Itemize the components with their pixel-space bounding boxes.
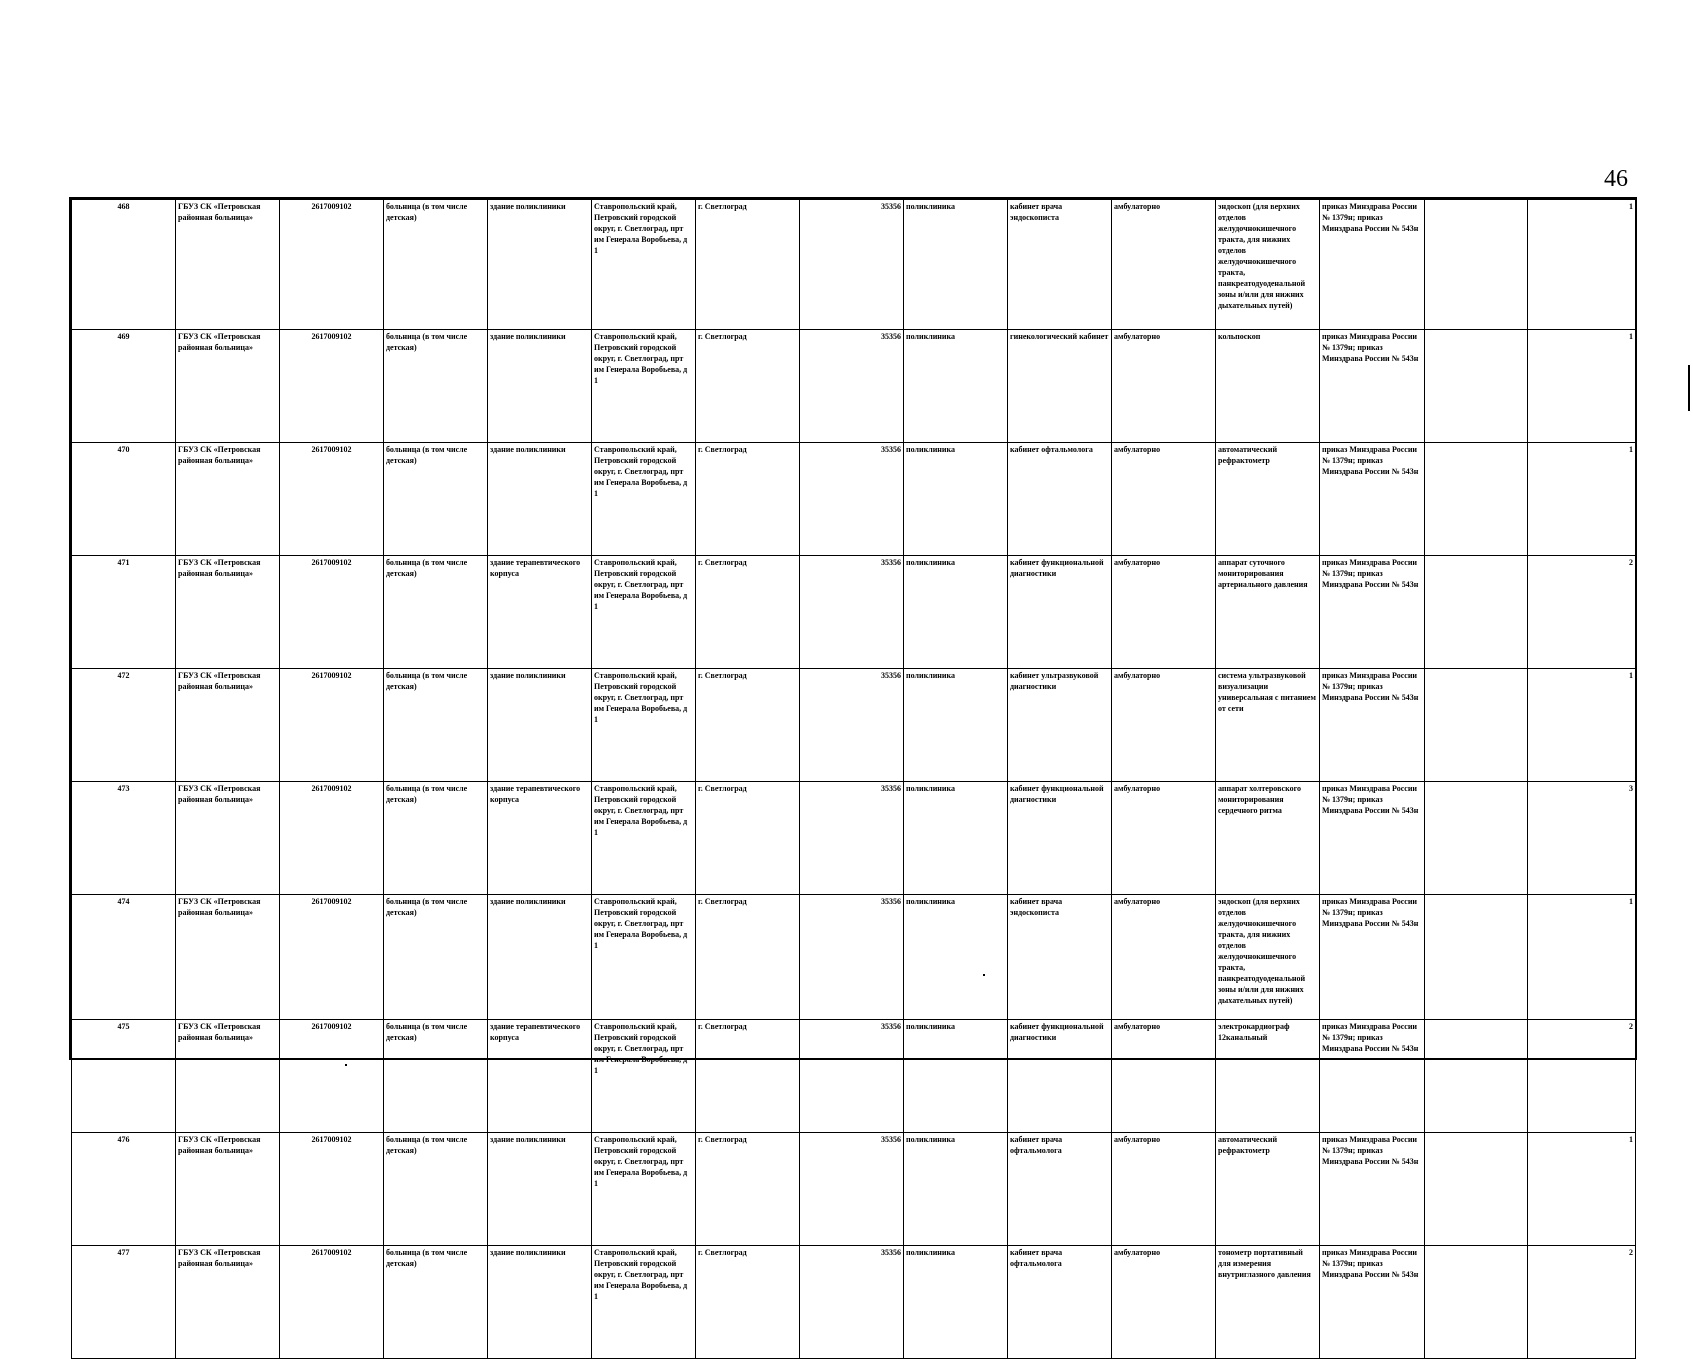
facility-type-cell: больница (в том числе детская) (384, 895, 488, 1020)
facility-type-cell: больница (в том числе детская) (384, 1246, 488, 1359)
data-table-container (69, 197, 1637, 1301)
care-mode-cell: амбулаторно (1112, 556, 1216, 669)
address-cell: Ставропольский край, Петровский городской округ, г. Светлоград, прт им Генерала Воробьева, д 1 (592, 200, 696, 330)
inn-cell: 2617009102 (280, 200, 384, 330)
address-cell: Ставропольский край, Петровский городской округ, г. Светлоград, прт им Генерала Воробьева, д 1 (592, 782, 696, 895)
empty-cell (1425, 669, 1528, 782)
order-cell: приказ Минздрава России № 1379н; приказ Минздрава России № 543н (1320, 1133, 1425, 1246)
table-body (72, 200, 1636, 1359)
care-mode-cell: амбулаторно (1112, 1246, 1216, 1359)
postal-index-cell: 35356 (800, 895, 904, 1020)
order-cell: приказ Минздрава России № 1379н; приказ Минздрава России № 543н (1320, 1020, 1425, 1133)
building-cell: здание терапевтического корпуса (488, 556, 592, 669)
organization-cell: ГБУЗ СК «Петровская районная больница» (176, 556, 280, 669)
address-cell: Ставропольский край, Петровский городской округ, г. Светлоград, прт им Генерала Воробьева, д 1 (592, 669, 696, 782)
building-cell: здание терапевтического корпуса (488, 782, 592, 895)
row-number-cell: 474 (72, 895, 176, 1020)
unit-cell: поликлиника (904, 1246, 1008, 1359)
quantity-cell: 2 (1528, 1246, 1636, 1359)
organization-cell: ГБУЗ СК «Петровская районная больница» (176, 330, 280, 443)
postal-index-cell: 35356 (800, 443, 904, 556)
equipment-cell: тонометр портативный для измерения внутриглазного давления (1216, 1246, 1320, 1359)
table-row (72, 200, 1636, 330)
building-cell: здание терапевтического корпуса (488, 1020, 592, 1133)
postal-index-cell: 35356 (800, 200, 904, 330)
margin-mark (1688, 365, 1690, 411)
inn-cell: 2617009102 (280, 895, 384, 1020)
facility-type-cell: больница (в том числе детская) (384, 669, 488, 782)
page-number: 46 (1604, 166, 1628, 192)
inn-cell: 2617009102 (280, 330, 384, 443)
inn-cell: 2617009102 (280, 669, 384, 782)
city-cell: г. Светлоград (696, 443, 800, 556)
address-cell: Ставропольский край, Петровский городской округ, г. Светлоград, прт им Генерала Воробьева, д 1 (592, 895, 696, 1020)
inn-cell: 2617009102 (280, 1133, 384, 1246)
empty-cell (1425, 556, 1528, 669)
address-cell: Ставропольский край, Петровский городской округ, г. Светлоград, прт им Генерала Воробьева, д 1 (592, 1133, 696, 1246)
inn-cell: 2617009102 (280, 1246, 384, 1359)
organization-cell: ГБУЗ СК «Петровская районная больница» (176, 443, 280, 556)
quantity-cell: 2 (1528, 1020, 1636, 1133)
building-cell: здание поликлиники (488, 330, 592, 443)
table-row (72, 330, 1636, 443)
room-cell: кабинет функциональной диагностики (1008, 1020, 1112, 1133)
address-cell: Ставропольский край, Петровский городской округ, г. Светлоград, прт им Генерала Воробьева, д 1 (592, 556, 696, 669)
city-cell: г. Светлоград (696, 895, 800, 1020)
empty-cell (1425, 782, 1528, 895)
row-number-cell: 477 (72, 1246, 176, 1359)
address-cell: Ставропольский край, Петровский городской округ, г. Светлоград, прт им Генерала Воробьева, д 1 (592, 330, 696, 443)
address-cell: Ставропольский край, Петровский городской округ, г. Светлоград, прт им Генерала Воробьева, д 1 (592, 1020, 696, 1133)
postal-index-cell: 35356 (800, 1246, 904, 1359)
quantity-cell: 2 (1528, 556, 1636, 669)
row-number-cell: 471 (72, 556, 176, 669)
inn-cell: 2617009102 (280, 556, 384, 669)
facility-type-cell: больница (в том числе детская) (384, 782, 488, 895)
row-number-cell: 470 (72, 443, 176, 556)
organization-cell: ГБУЗ СК «Петровская районная больница» (176, 200, 280, 330)
order-cell: приказ Минздрава России № 1379н; приказ Минздрава России № 543н (1320, 556, 1425, 669)
facility-type-cell: больница (в том числе детская) (384, 200, 488, 330)
order-cell: приказ Минздрава России № 1379н; приказ Минздрава России № 543н (1320, 895, 1425, 1020)
equipment-cell: аппарат суточного мониторирования артериального давления (1216, 556, 1320, 669)
organization-cell: ГБУЗ СК «Петровская районная больница» (176, 895, 280, 1020)
postal-index-cell: 35356 (800, 1133, 904, 1246)
organization-cell: ГБУЗ СК «Петровская районная больница» (176, 1246, 280, 1359)
building-cell: здание поликлиники (488, 669, 592, 782)
row-number-cell: 476 (72, 1133, 176, 1246)
address-cell: Ставропольский край, Петровский городской округ, г. Светлоград, прт им Генерала Воробьева, д 1 (592, 1246, 696, 1359)
inn-cell: 2617009102 (280, 782, 384, 895)
care-mode-cell: амбулаторно (1112, 1020, 1216, 1133)
empty-cell (1425, 1020, 1528, 1133)
table-row (72, 782, 1636, 895)
room-cell: кабинет врача эндоскописта (1008, 895, 1112, 1020)
quantity-cell: 1 (1528, 1133, 1636, 1246)
room-cell: кабинет офтальмолога (1008, 443, 1112, 556)
room-cell: кабинет врача офтальмолога (1008, 1246, 1112, 1359)
building-cell: здание поликлиники (488, 895, 592, 1020)
room-cell: кабинет функциональной диагностики (1008, 782, 1112, 895)
data-table (71, 199, 1636, 1359)
postal-index-cell: 35356 (800, 782, 904, 895)
facility-type-cell: больница (в том числе детская) (384, 443, 488, 556)
equipment-cell: система ультразвуковой визуализации универсальная с питанием от сети (1216, 669, 1320, 782)
inn-cell: 2617009102 (280, 443, 384, 556)
care-mode-cell: амбулаторно (1112, 443, 1216, 556)
table-row (72, 1020, 1636, 1133)
table-row (72, 443, 1636, 556)
order-cell: приказ Минздрава России № 1379н; приказ Минздрава России № 543н (1320, 1246, 1425, 1359)
quantity-cell: 1 (1528, 895, 1636, 1020)
organization-cell: ГБУЗ СК «Петровская районная больница» (176, 782, 280, 895)
care-mode-cell: амбулаторно (1112, 330, 1216, 443)
room-cell: гинекологический кабинет (1008, 330, 1112, 443)
postal-index-cell: 35356 (800, 669, 904, 782)
quantity-cell: 1 (1528, 443, 1636, 556)
order-cell: приказ Минздрава России № 1379н; приказ Минздрава России № 543н (1320, 330, 1425, 443)
table-row (72, 895, 1636, 1020)
city-cell: г. Светлоград (696, 669, 800, 782)
row-number-cell: 469 (72, 330, 176, 443)
city-cell: г. Светлоград (696, 1133, 800, 1246)
building-cell: здание поликлиники (488, 1246, 592, 1359)
city-cell: г. Светлоград (696, 1020, 800, 1133)
empty-cell (1425, 443, 1528, 556)
city-cell: г. Светлоград (696, 1246, 800, 1359)
unit-cell: поликлиника (904, 782, 1008, 895)
empty-cell (1425, 1246, 1528, 1359)
unit-cell: поликлиника (904, 1020, 1008, 1133)
quantity-cell: 1 (1528, 330, 1636, 443)
order-cell: приказ Минздрава России № 1379н; приказ Минздрава России № 543н (1320, 669, 1425, 782)
empty-cell (1425, 1133, 1528, 1246)
quantity-cell: 1 (1528, 200, 1636, 330)
row-number-cell: 468 (72, 200, 176, 330)
city-cell: г. Светлоград (696, 330, 800, 443)
empty-cell (1425, 200, 1528, 330)
inn-cell: 2617009102 (280, 1020, 384, 1133)
unit-cell: поликлиника (904, 669, 1008, 782)
empty-cell (1425, 895, 1528, 1020)
care-mode-cell: амбулаторно (1112, 895, 1216, 1020)
row-number-cell: 475 (72, 1020, 176, 1133)
room-cell: кабинет врача офтальмолога (1008, 1133, 1112, 1246)
city-cell: г. Светлоград (696, 782, 800, 895)
equipment-cell: эндоскоп (для верхних отделов желудочнокишечного тракта, для нижних отделов желудочнокишечного тракта, панкреатодуоденальной зоны и/или для нижних дыхательных путей) (1216, 200, 1320, 330)
unit-cell: поликлиника (904, 443, 1008, 556)
facility-type-cell: больница (в том числе детская) (384, 1133, 488, 1246)
facility-type-cell: больница (в том числе детская) (384, 556, 488, 669)
care-mode-cell: амбулаторно (1112, 200, 1216, 330)
equipment-cell: аппарат холтеровского мониторирования сердечного ритма (1216, 782, 1320, 895)
table-row (72, 1246, 1636, 1359)
equipment-cell: кольпоскоп (1216, 330, 1320, 443)
organization-cell: ГБУЗ СК «Петровская районная больница» (176, 669, 280, 782)
quantity-cell: 3 (1528, 782, 1636, 895)
order-cell: приказ Минздрава России № 1379н; приказ Минздрава России № 543н (1320, 200, 1425, 330)
unit-cell: поликлиника (904, 895, 1008, 1020)
empty-cell (1425, 330, 1528, 443)
order-cell: приказ Минздрава России № 1379н; приказ Минздрава России № 543н (1320, 782, 1425, 895)
unit-cell: поликлиника (904, 1133, 1008, 1246)
quantity-cell: 1 (1528, 669, 1636, 782)
table-row (72, 1133, 1636, 1246)
table-row (72, 556, 1636, 669)
city-cell: г. Светлоград (696, 200, 800, 330)
equipment-cell: электрокардиограф 12канальный (1216, 1020, 1320, 1133)
building-cell: здание поликлиники (488, 443, 592, 556)
row-number-cell: 473 (72, 782, 176, 895)
order-cell: приказ Минздрава России № 1379н; приказ Минздрава России № 543н (1320, 443, 1425, 556)
city-cell: г. Светлоград (696, 556, 800, 669)
room-cell: кабинет ультразвуковой диагностики (1008, 669, 1112, 782)
care-mode-cell: амбулаторно (1112, 782, 1216, 895)
building-cell: здание поликлиники (488, 1133, 592, 1246)
address-cell: Ставропольский край, Петровский городской округ, г. Светлоград, прт им Генерала Воробьева, д 1 (592, 443, 696, 556)
building-cell: здание поликлиники (488, 200, 592, 330)
row-number-cell: 472 (72, 669, 176, 782)
unit-cell: поликлиника (904, 200, 1008, 330)
facility-type-cell: больница (в том числе детская) (384, 330, 488, 443)
equipment-cell: автоматический рефрактометр (1216, 1133, 1320, 1246)
facility-type-cell: больница (в том числе детская) (384, 1020, 488, 1133)
organization-cell: ГБУЗ СК «Петровская районная больница» (176, 1020, 280, 1133)
room-cell: кабинет функциональной диагностики (1008, 556, 1112, 669)
care-mode-cell: амбулаторно (1112, 1133, 1216, 1246)
unit-cell: поликлиника (904, 556, 1008, 669)
postal-index-cell: 35356 (800, 1020, 904, 1133)
postal-index-cell: 35356 (800, 330, 904, 443)
equipment-cell: эндоскоп (для верхних отделов желудочнокишечного тракта, для нижних отделов желудочнокишечного тракта, панкреатодуоденальной зоны и/или для нижних дыхательных путей) (1216, 895, 1320, 1020)
unit-cell: поликлиника (904, 330, 1008, 443)
postal-index-cell: 35356 (800, 556, 904, 669)
equipment-cell: автоматический рефрактометр (1216, 443, 1320, 556)
care-mode-cell: амбулаторно (1112, 669, 1216, 782)
table-row (72, 669, 1636, 782)
room-cell: кабинет врача эндоскописта (1008, 200, 1112, 330)
organization-cell: ГБУЗ СК «Петровская районная больница» (176, 1133, 280, 1246)
